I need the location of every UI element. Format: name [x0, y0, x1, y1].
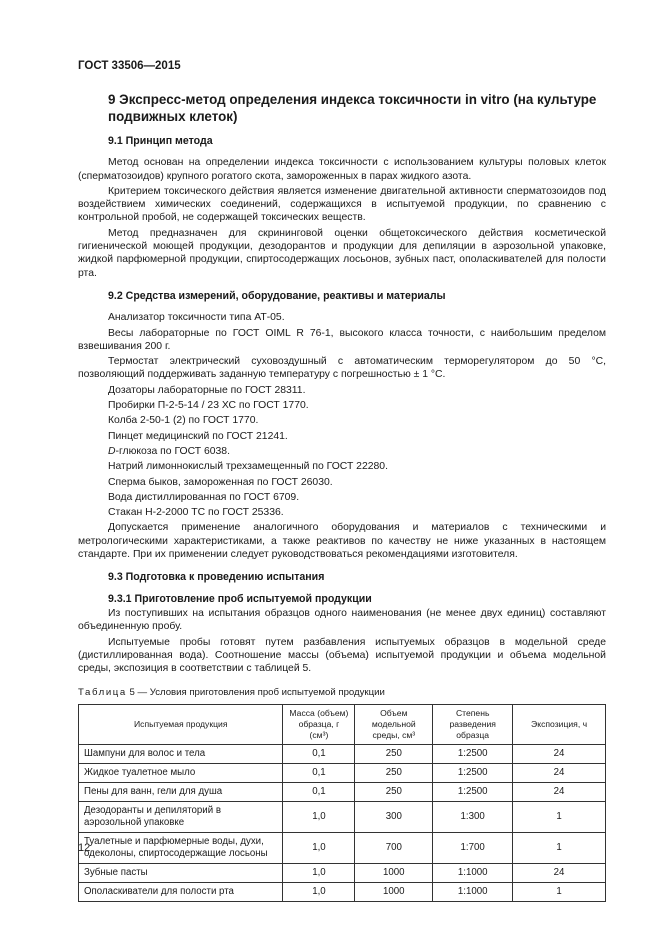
- cell-mass: 1,0: [283, 863, 355, 882]
- cell-product: Шампуни для волос и тела: [79, 744, 283, 763]
- section-9-3-title: 9.3 Подготовка к проведению испытания: [108, 571, 325, 584]
- cell-exposure: 24: [513, 763, 606, 782]
- cell-volume: 700: [355, 832, 433, 863]
- cell-dilution: 1:2500: [433, 782, 513, 801]
- equipment-item: Весы лабораторные по ГОСТ OIML R 76-1, высокого класса точности, с наибольшим пределом взвешивания 200 г.: [78, 327, 606, 352]
- paragraph: Метод основан на определении индекса токсичности с использованием культуры половых клеток (сперматозоидов) крупного рогатого скота, замороженных в парах жидкого азота.: [78, 157, 606, 182]
- equipment-item: Анализатор токсичности типа АТ-05.: [108, 312, 285, 324]
- cell-exposure: 24: [513, 863, 606, 882]
- table-caption-label: Таблица: [78, 687, 127, 699]
- equipment-item: Стакан Н-2-2000 ТС по ГОСТ 25336.: [108, 507, 284, 519]
- paragraph: Метод предназначен для скрининговой оценки общетоксического действия косметической гигиенической моющей продукции, дезодорантов и продукции для депиляции в аэрозольной упаковке, жидкой парфюмерной продукции, спиртосодержащих лосьонов, зубных паст, ополаскивателей для полости рта.: [78, 227, 606, 279]
- cell-product: Зубные пасты: [79, 863, 283, 882]
- equipment-item: Колба 2-50-1 (2) по ГОСТ 1770.: [108, 415, 259, 427]
- cell-exposure: 1: [513, 882, 606, 901]
- header-dilution: Степень разведения образца: [433, 704, 513, 744]
- equipment-item: Пробирки П-2-5-14 / 23 ХС по ГОСТ 1770.: [108, 400, 309, 412]
- cell-volume: 250: [355, 782, 433, 801]
- section-9-1-title: 9.1 Принцип метода: [108, 135, 213, 147]
- table-row: [79, 744, 606, 763]
- paragraph: Критерием токсического действия является изменение двигательной активности сперматозоидов под воздействием химических соединений, содержащихся в испытуемой продукции, по сравнению с контрольной пробой, не содержащей токсических веществ.: [78, 185, 606, 224]
- cell-product: Туалетные и парфюмерные воды, духи, одеколоны, спиртосодержащие лосьоны: [79, 832, 283, 863]
- paragraph: Из поступивших на испытания образцов одного наименования (не менее двух единиц) составляют объединенную пробу.: [78, 607, 606, 633]
- cell-dilution: 1:700: [433, 832, 513, 863]
- cell-exposure: 24: [513, 744, 606, 763]
- equipment-item: Термостат электрический суховоздушный с автоматическим терморегулятором до 50 °С, позволяющий поддерживать заданную температуру с погрешностью ± 1 °С.: [78, 356, 606, 381]
- cell-product: Ополаскиватели для полости рта: [79, 882, 283, 901]
- cell-product: Дезодоранты и депиляторий в аэрозольной упаковке: [79, 801, 283, 832]
- paragraph: Допускается применение аналогичного оборудования и материалов с техническими и метрологическими характеристиками, а также реактивов по качеству не ниже указанных в настоящем стандарте. При их применении следует руководствоваться рекомендациями изготовителя.: [78, 522, 606, 561]
- table-row: [79, 882, 606, 901]
- table-row: [79, 863, 606, 882]
- cell-volume: 250: [355, 763, 433, 782]
- paragraph: Испытуемые пробы готовят путем разбавления испытуемых образцов в модельной среде (дистиллированная вода). Соотношение массы (объема) испытуемой продукции и объема модельной среды, экспозиция в соответствии с таблицей 5.: [78, 636, 606, 675]
- cell-mass: 0,1: [283, 763, 355, 782]
- table-row: [79, 763, 606, 782]
- page-number: 12: [78, 842, 91, 854]
- table-row: [79, 782, 606, 801]
- cell-dilution: 1:1000: [433, 863, 513, 882]
- cell-mass: 0,1: [283, 782, 355, 801]
- table-caption: [78, 686, 606, 699]
- header-mass: Масса (объем) образца, г (см³): [283, 704, 355, 744]
- table-caption-text: 5 — Условия приготовления проб испытуемой продукции: [129, 687, 385, 699]
- glucose-prefix: D: [108, 445, 116, 457]
- equipment-item: Вода дистиллированная по ГОСТ 6709.: [108, 491, 300, 503]
- cell-dilution: 1:300: [433, 801, 513, 832]
- equipment-item: Сперма быков, замороженная по ГОСТ 26030.: [108, 476, 333, 488]
- cell-volume: 300: [355, 801, 433, 832]
- document-code: ГОСТ 33506—2015: [78, 60, 181, 72]
- section-9-title: 9 Экспресс-метод определения индекса токсичности in vitro (на культуре подвижных клеток): [108, 92, 597, 124]
- cell-mass: 1,0: [283, 801, 355, 832]
- cell-volume: 1000: [355, 863, 433, 882]
- equipment-item: Натрий лимоннокислый трехзамещенный по ГОСТ 22280.: [108, 461, 388, 473]
- table-row: [79, 801, 606, 832]
- cell-product: Жидкое туалетное мыло: [79, 763, 283, 782]
- cell-exposure: 24: [513, 782, 606, 801]
- cell-volume: 250: [355, 744, 433, 763]
- conditions-table: [78, 704, 606, 902]
- equipment-item: Пинцет медицинский по ГОСТ 21241.: [108, 430, 288, 442]
- page-content: [78, 92, 606, 902]
- header-product: Испытуемая продукция: [79, 704, 283, 744]
- section-9-2-title: 9.2 Средства измерений, оборудование, реактивы и материалы: [108, 289, 446, 302]
- cell-dilution: 1:1000: [433, 882, 513, 901]
- table-row: [79, 832, 606, 863]
- header-exposure: Экспозиция, ч: [513, 704, 606, 744]
- section-9-3-1-title: 9.3.1 Приготовление проб испытуемой продукции: [108, 592, 372, 605]
- cell-dilution: 1:2500: [433, 744, 513, 763]
- cell-volume: 1000: [355, 882, 433, 901]
- cell-product: Пены для ванн, гели для душа: [79, 782, 283, 801]
- equipment-item: Дозаторы лабораторные по ГОСТ 28311.: [108, 384, 306, 396]
- equipment-item-glucose: [108, 445, 606, 458]
- cell-dilution: 1:2500: [433, 763, 513, 782]
- cell-exposure: 1: [513, 832, 606, 863]
- header-volume: Объем модельной среды, см³: [355, 704, 433, 744]
- glucose-text: -глюкоза по ГОСТ 6038.: [115, 445, 230, 457]
- table-header-row: [79, 704, 606, 744]
- cell-mass: 1,0: [283, 832, 355, 863]
- cell-exposure: 1: [513, 801, 606, 832]
- cell-mass: 0,1: [283, 744, 355, 763]
- cell-mass: 1,0: [283, 882, 355, 901]
